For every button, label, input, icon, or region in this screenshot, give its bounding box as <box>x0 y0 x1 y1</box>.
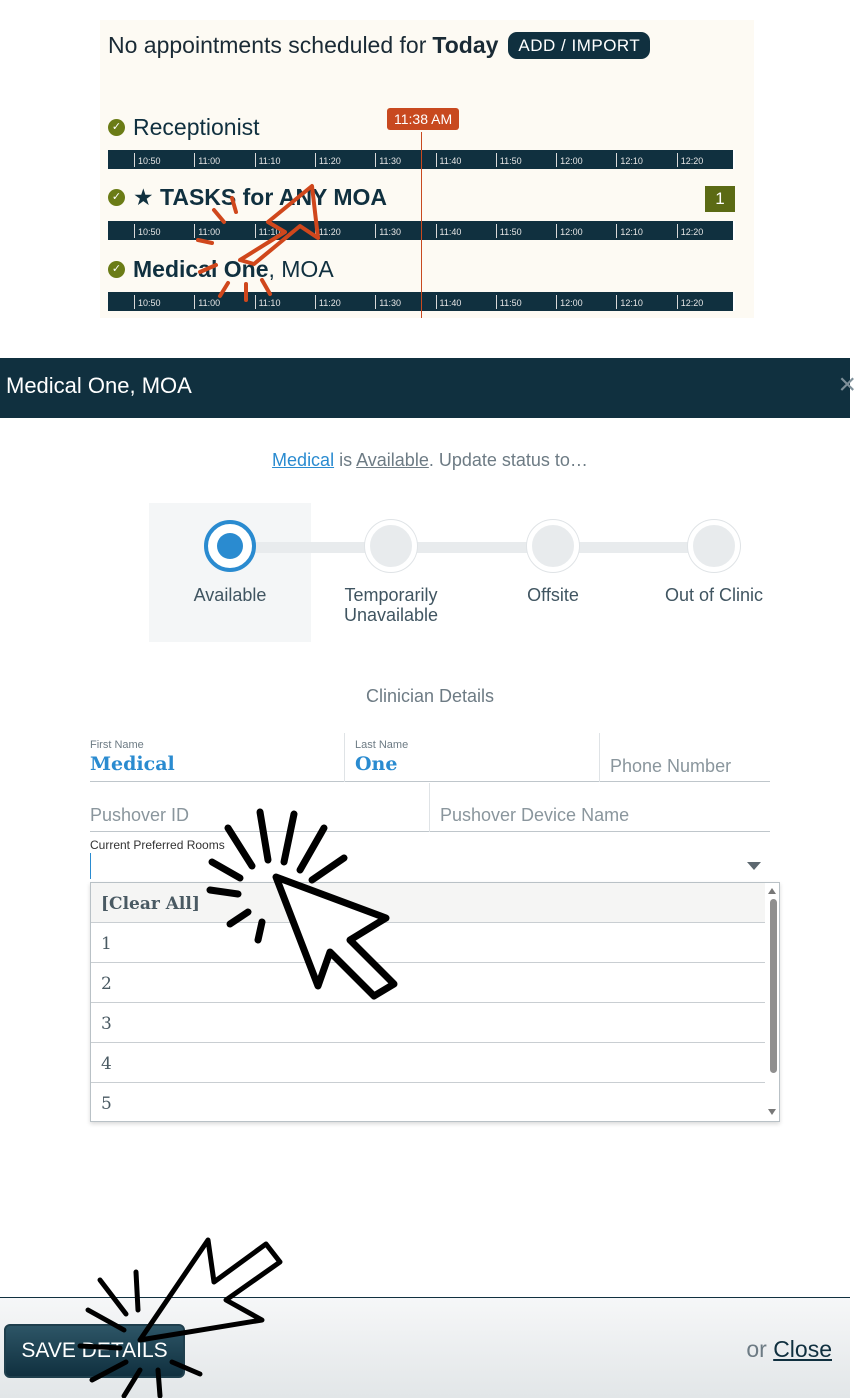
status-option-label: Out of Clinic <box>664 585 764 605</box>
last-name-label: Last Name <box>355 739 409 751</box>
preferred-rooms-input[interactable] <box>90 853 770 879</box>
timeline-tick-label: 11:10 <box>255 295 281 309</box>
timeline-tick-label: 11:30 <box>375 153 401 167</box>
timeline-tick-label: 12:00 <box>556 295 583 309</box>
timeline-tick-label: 10:50 <box>134 153 161 167</box>
option-label: 5 <box>101 1094 112 1114</box>
chevron-down-icon[interactable] <box>747 862 761 870</box>
status-option-label: Offsite <box>527 585 579 605</box>
room-option[interactable] <box>91 1003 765 1043</box>
status-option-available[interactable] <box>149 503 311 642</box>
radio-icon <box>527 520 579 572</box>
or-text: or <box>746 1336 767 1362</box>
timeline-tick-label: 11:20 <box>315 224 341 238</box>
timeline-end-marker <box>733 221 735 240</box>
first-name-label: First Name <box>90 739 144 751</box>
current-status: Available <box>356 450 429 470</box>
pushover-device-field[interactable] <box>430 783 770 832</box>
timeline-tick-label: 11:30 <box>375 224 401 238</box>
first-name-field[interactable] <box>90 733 344 782</box>
scroll-down-icon[interactable] <box>768 1109 776 1115</box>
close-icon[interactable]: × <box>838 368 856 401</box>
dialog-header <box>0 358 856 418</box>
timeline-tick-label: 12:10 <box>616 295 643 309</box>
timeline-tick-label: 11:30 <box>375 295 401 309</box>
timeline-tick-label: 11:50 <box>496 153 522 167</box>
option-label: 4 <box>101 1054 112 1074</box>
timeline-tick-label: 11:40 <box>436 224 462 238</box>
timeline-tick-label: 11:20 <box>315 153 341 167</box>
schedule-row-medical-one[interactable] <box>108 256 334 283</box>
dialog-footer <box>0 1297 850 1398</box>
timeline-tick-label: 12:00 <box>556 224 583 238</box>
timeline-tick-label: 11:50 <box>496 224 522 238</box>
pushover-id-placeholder: Pushover ID <box>90 805 190 825</box>
schedule-heading-text: No appointments scheduled for <box>108 32 427 58</box>
status-option-temporarily-unavailable[interactable] <box>310 503 472 642</box>
status-line <box>0 450 860 471</box>
option-label: [Clear All] <box>101 894 200 914</box>
current-time-badge: 11:38 AM <box>387 108 459 130</box>
timeline-tick-label: 12:20 <box>677 224 704 238</box>
clinician-link[interactable]: Medical <box>272 450 335 470</box>
phone-number-field[interactable] <box>600 733 770 782</box>
timeline-tick-label: 12:10 <box>616 224 643 238</box>
rooms-dropdown-list <box>90 882 780 1122</box>
preferred-rooms-label: Current Preferred Rooms <box>90 838 225 852</box>
radio-icon <box>365 520 417 572</box>
phone-number-placeholder: Phone Number <box>610 756 732 776</box>
timeline-tick-label: 11:00 <box>194 153 220 167</box>
last-name-field[interactable] <box>345 733 599 782</box>
schedule-row-receptionist[interactable] <box>108 114 260 141</box>
option-label: 2 <box>101 974 112 994</box>
pushover-device-placeholder: Pushover Device Name <box>440 805 630 825</box>
task-count-badge: 1 <box>705 186 735 212</box>
row-name: Medical One <box>133 256 269 282</box>
status-option-offsite[interactable] <box>472 503 634 642</box>
timeline-tick-label: 11:50 <box>496 295 522 309</box>
timeline-tick-label: 11:20 <box>315 295 341 309</box>
status-suffix-text: . Update status to… <box>428 450 588 470</box>
timeline-tick-label: 11:00 <box>194 224 220 238</box>
close-link[interactable]: Close <box>773 1336 832 1362</box>
radio-selected-icon <box>204 520 256 572</box>
add-import-button[interactable]: ADD / IMPORT <box>508 32 650 59</box>
status-is-text: is <box>339 450 353 470</box>
row-name: ★ TASKS for ANY MOA <box>133 184 388 210</box>
timeline-tick-label: 11:10 <box>255 224 281 238</box>
row-name: Receptionist <box>133 114 260 140</box>
schedule-row-tasks[interactable] <box>108 184 387 211</box>
check-circle-icon: ✓ <box>108 189 125 206</box>
pushover-id-field[interactable] <box>90 783 429 832</box>
timeline-tick-label: 11:40 <box>436 295 462 309</box>
timeline-tick-label: 12:20 <box>677 295 704 309</box>
timeline-tick-label: 11:10 <box>255 153 281 167</box>
schedule-heading-day: Today <box>432 32 499 58</box>
timeline-tick-label: 12:10 <box>616 153 643 167</box>
status-option-label: Temporarily Unavailable <box>343 585 439 625</box>
timeline-tick-label: 10:50 <box>134 295 161 309</box>
or-close <box>746 1336 832 1363</box>
current-time-line <box>421 132 422 318</box>
timeline-tick-label: 10:50 <box>134 224 161 238</box>
timeline-tick-label: 11:40 <box>436 153 462 167</box>
option-label: 1 <box>101 934 112 954</box>
room-option[interactable] <box>91 963 765 1003</box>
schedule-heading <box>108 32 650 59</box>
check-circle-icon: ✓ <box>108 261 125 278</box>
timeline-tick-label: 12:00 <box>556 153 583 167</box>
last-name-value: One <box>355 753 398 775</box>
radio-icon <box>688 520 740 572</box>
section-title: Clinician Details <box>365 686 495 706</box>
scrollbar[interactable] <box>770 899 777 1073</box>
first-name-value: Medical <box>90 753 175 775</box>
status-option-out-of-clinic[interactable] <box>633 503 795 642</box>
save-details-button[interactable]: SAVE DETAILS <box>4 1324 185 1378</box>
room-option[interactable] <box>91 1083 765 1123</box>
timeline-tick-label: 11:00 <box>194 295 220 309</box>
schedule-panel <box>100 20 754 318</box>
check-circle-icon: ✓ <box>108 119 125 136</box>
dialog-title: Medical One, MOA <box>6 373 192 398</box>
scroll-up-icon[interactable] <box>768 888 776 894</box>
status-option-label: Available <box>193 585 267 605</box>
timeline-end-marker <box>733 292 735 311</box>
timeline-end-marker <box>733 150 735 169</box>
option-label: 3 <box>101 1014 112 1034</box>
room-option[interactable] <box>91 923 765 963</box>
room-option-clear-all[interactable] <box>91 883 765 923</box>
room-option[interactable] <box>91 1043 765 1083</box>
timeline-tick-label: 12:20 <box>677 153 704 167</box>
row-role: , MOA <box>268 256 334 282</box>
